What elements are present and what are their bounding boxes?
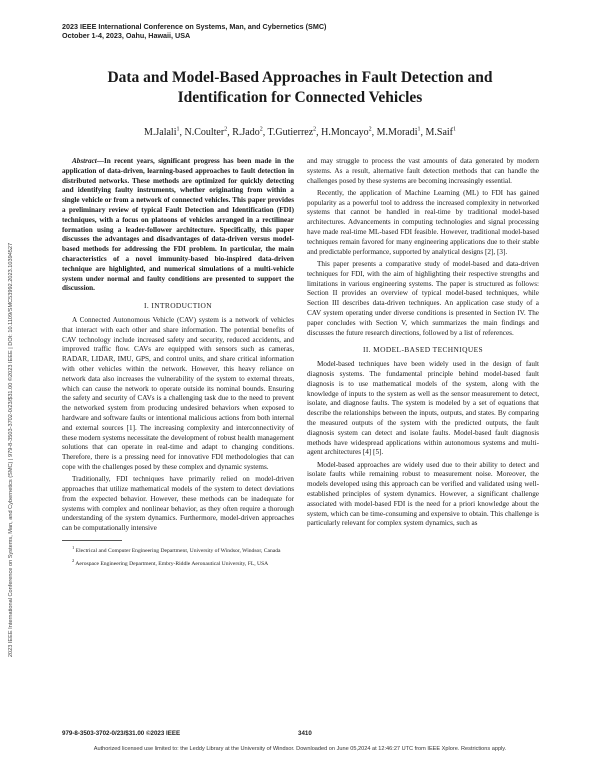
body-paragraph: and may struggle to process the vast amounts of data generated by modern systems. As a result, alternative fault detection methods that can handle the challenges posed by these systems are becoming increasingly essential. xyxy=(307,157,539,185)
conference-header xyxy=(62,22,542,40)
body-paragraph: Recently, the application of Machine Learning (ML) to FDI has gained popularity as a powerful tool to address the increased complexity in networked systems that cannot be handled in real-time by traditional model-based architectures. Advancements in computing technologies and signal processing have made real-time ML-based FDI feasible. However, traditional model-based techniques remain favored for many engineering applications due to their stable and predictable performance, supported by analytical designs [2], [3]. xyxy=(307,188,539,256)
title-line-2: Identification for Connected Vehicles xyxy=(177,89,423,106)
author: T.Gutierrez$^2$, xyxy=(267,127,322,139)
author-list xyxy=(60,124,540,139)
author: M.Moradi$^1$, xyxy=(376,127,426,139)
footnote-1: $^1$ Electrical and Computer Engineering Department, University of Windsor, Windsor, Canada xyxy=(72,544,281,554)
left-column xyxy=(62,157,294,571)
author: H.Moncayo$^2$, xyxy=(321,127,377,139)
model-based-paragraph: Model-based approaches are widely used due to their ability to detect and isolate faults while remaining robust to measurement noise. Moreover, the models developed using this approach can be verified and validated using well-established principles of system dynamics. However, a significant challenge associated with model-based FDI is the need for a priori knowledge about the system, which can be time-consuming and expensive to obtain. This challenge is particularly relevant for complex system dynamics, such as xyxy=(307,460,540,528)
model-based-paragraph: Model-based techniques have been widely used in the design of fault diagnosis systems. The fundamental principle behind model-based fault diagnosis is to use mathematical models of the system, along with the knowledge of inputs to the system as well as the sensor measurement to detect, isolate, and diagnose faults. The system is modeled by a set of equations that describe the relationships between the inputs, outputs, and states. By comparing the measured outputs of the system with the predicted outputs, the fault diagnosis system can detect and isolate faults. Model-based fault diagnosis methods have widespread applications within autonomous systems and multi-agent architectures [4] [5]. xyxy=(307,360,539,457)
author: N.Coulter$^2$, xyxy=(184,127,233,139)
footer-isbn: 979-8-3503-3702-0/23/$31.00 ©2023 IEEE xyxy=(62,730,181,737)
title-line-1: Data and Model-Based Approaches in Fault Detection and xyxy=(107,69,493,86)
intro-paragraph: A Connected Autonomous Vehicle (CAV) system is a network of vehicles that interact with each other and share information. The potential benefits of CAV technology include increased safety and security, reduced accidents, and improved traffic flow. CAVs are equipped with sensors such as cameras, RADAR, LIDAR, IMU, GPS, and control units, and share critical information with other vehicles within the network. However, this heavy reliance on network data also increases the vulnerability of the system to external threats, which can cause the network to operate outside its nominal bounds. Ensuring the safety and security of CAVs is a challenging task due to the need to prevent the networked system from producing undesired behaviors when exposed to hardware and software faults or intentional malicious actions from both internal and external sources [1]. The increasing complexity and interconnectivity of these modern systems necessitate the development of robust health management solutions that can operate in real-time and adapt to changing conditions. Therefore, there is a pressing need for innovative FDI methodologies that can cope with the challenges posed by these complex and dynamic systems. xyxy=(62,315,294,471)
conference-name: 2023 IEEE International Conference on Systems, Man, and Cybernetics (SMC) xyxy=(62,22,327,31)
abstract-label: Abstract xyxy=(72,157,97,165)
page-number: 3410 xyxy=(298,730,312,737)
footnote-2: $^2$ Aerospace Engineering Department, Embry-Riddle Aeronautical University, FL, USA xyxy=(72,558,269,568)
paper-title xyxy=(60,68,540,108)
conference-dates: October 1-4, 2023, Oahu, Hawaii, USA xyxy=(62,31,191,40)
body-paragraph: This paper presents a comparative study of model-based and data-driven techniques for FDI, with the aim of highlighting their respective strengths and limitations in various engineering systems. The paper is structured as follows: Section II provides an overview of typical model-based techniques, while Section III describes data-driven techniques. An application case study of a CAV system operating under diverse conditions is presented in Section IV. The paper concludes with Section V, which summarizes the main findings and discusses the future research directions, followed by a list of references. xyxy=(307,259,539,337)
abstract xyxy=(62,157,294,294)
abstract-text: —In recent years, significant progress has been made in the application of data-driven, learning-based approaches to fault detection in distributed networks. These methods are optimized for quickly detecting and identifying faulty instruments, whether originating from within a single vehicle or from a network of connected vehicles. This paper provides a preliminary review of typical Fault Detection and Identification (FDI) techniques, with a focus on platoons of vehicles arranged in a rectilinear formation using a leader-follower architecture. Specifically, this paper discusses the advantages and disadvantages of data-driven versus model-based methods for addressing the FDI problem. In particular, the main characteristics of a novel immunity-based bio-inspired data-driven technique are highlighted, and numerical simulations of a multi-vehicle system under normal and faulty conditions are presented to support the discussion. xyxy=(62,157,294,293)
right-column xyxy=(307,157,539,532)
intro-paragraph: Traditionally, FDI techniques have primarily relied on model-driven approaches that utilize mathematical models of the system to detect deviations from the expected behavior. However, these methods can be inadequate for systems with complex and nonlinear behavior, as they often require a thorough understanding of the system dynamics. Furthermore, model-driven approaches can be computationally intensive xyxy=(62,475,294,533)
author: M.Jalali$^1$, xyxy=(143,127,185,139)
sidebar-doi xyxy=(6,150,16,750)
license-notice: Authorized licensed use limited to: the Leddy Library at the University of Windsor. Downloaded on June 05,2024 at 12:46:27 UTC from IEEE Xplore. Restrictions apply. xyxy=(93,746,507,752)
author: R.Jado$^2$, xyxy=(232,127,268,139)
sidebar-text: 2023 IEEE International Conference on Systems, Man, and Cybernetics (SMC) | 979-8-3503-3702-0/23/$31.00 ©2023 IEEE | DOI: 10.1109/SMC53992.2023.10394527 xyxy=(8,242,14,658)
section-heading-model-based: II. MODEL-BASED TECHNIQUES xyxy=(362,345,484,355)
author: M.Saif$^1$ xyxy=(425,127,456,139)
section-heading-introduction: I. INTRODUCTION xyxy=(144,301,212,311)
footnote-divider xyxy=(62,540,122,541)
